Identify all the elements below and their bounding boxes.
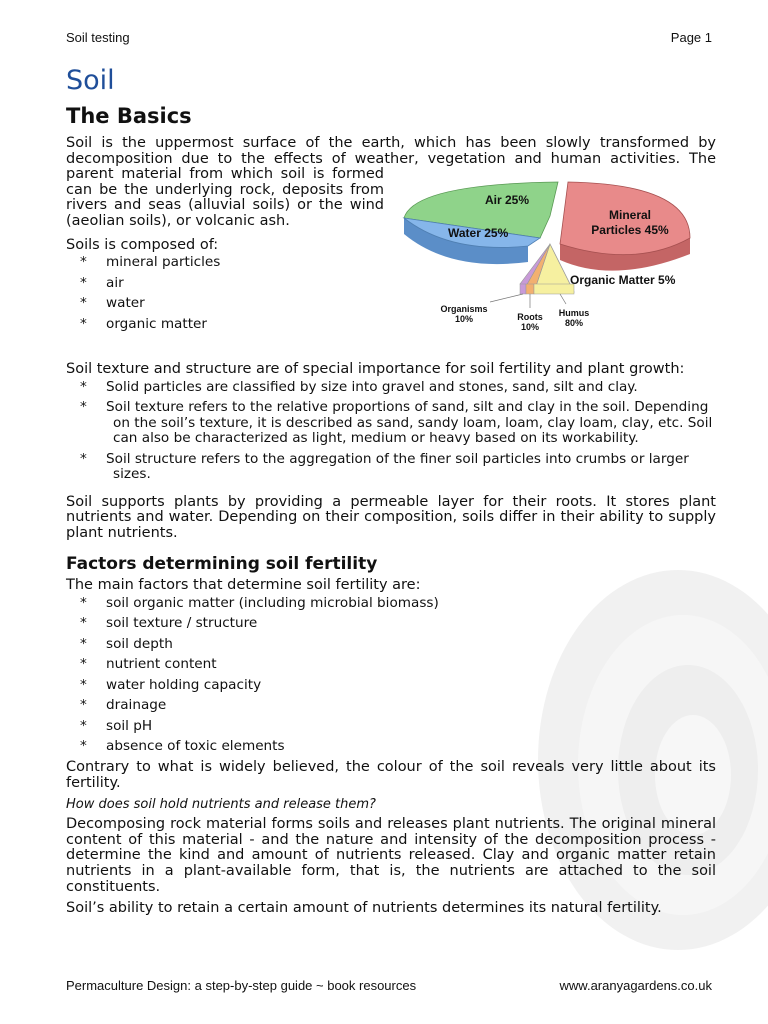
label-mineral-1: Mineral <box>608 208 652 222</box>
page-footer <box>66 978 712 993</box>
label-organisms: Organisms <box>440 304 488 314</box>
decomposition-paragraph: Decomposing rock material forms soils and releases plant nutrients. The original mineral content of this material - and the nature and intensity of the decomposition process - determine the kind and amount of nutrients released. Clay and organic matter retain nutrients in a plant-available form, that is, the nutrients are attached to the soil constituents. <box>66 816 716 895</box>
list-item: * water <box>66 296 716 312</box>
list-item: * drainage <box>66 698 716 714</box>
label-roots: Roots <box>517 312 543 322</box>
intro-paragraph: Soil is the uppermost surface of the earth, which has been slowly transformed by decomposition due to the effects of weather, vegetation and human activities. The parent material from which soil is formed can be the underlying rock, deposits from rivers and seas (alluvial soils) or the wind (aeolian soils), or volcanic ash. <box>66 135 716 229</box>
label-organisms-value: 10% <box>454 314 474 324</box>
supports-paragraph: Soil supports plants by providing a permeable layer for their roots. It stores plant nutrients and water. Depending on their composition, soils differ in their ability to supply plant nutrients. <box>66 493 716 541</box>
list-item: * soil organic matter (including microbial biomass) <box>66 596 716 612</box>
list-item: * absence of toxic elements <box>66 739 716 755</box>
page-header <box>66 30 712 45</box>
colour-paragraph: Contrary to what is widely believed, the colour of the soil reveals very little about its fertility. <box>66 758 716 791</box>
list-item: * Soil structure refers to the aggregation of the finer soil particles into crumbs or larger sizes. <box>66 452 716 483</box>
label-mineral-2: Particles 45% <box>591 223 669 237</box>
label-humus: Humus <box>558 308 590 318</box>
section-title-factors: Factors determining soil fertility <box>66 554 378 575</box>
factors-list <box>66 596 716 755</box>
composed-heading: Soils is composed of: <box>66 236 219 253</box>
list-item: * Soil texture refers to the relative proportions of sand, silt and clay in the soil. Depending on the soil’s texture, it is described as sand, sandy loam, loam, clay loam, clay, etc. Soil can also be characterized as light, medium or heavy based on its workability. <box>66 400 716 447</box>
texture-list <box>66 380 716 483</box>
label-water: Water 25% <box>448 226 509 240</box>
list-item: * soil depth <box>66 637 716 653</box>
label-humus-value: 80% <box>564 318 584 328</box>
page-title: Soil <box>66 65 115 96</box>
section-title-basics: The Basics <box>66 104 192 128</box>
list-item: * nutrient content <box>66 657 716 673</box>
page-number: Page 1 <box>670 30 712 45</box>
list-item: * mineral particles <box>66 255 716 271</box>
header-title: Soil testing <box>66 30 130 45</box>
footer-website-link[interactable]: www.aranyagardens.co.uk <box>559 978 712 993</box>
texture-intro: Soil texture and structure are of special importance for soil fertility and plant growth: <box>66 361 685 377</box>
list-item: * air <box>66 276 716 292</box>
label-roots-value: 10% <box>520 322 540 332</box>
list-item: * soil texture / structure <box>66 616 716 632</box>
list-item: * organic matter <box>66 317 716 333</box>
label-air: Air 25% <box>485 193 530 207</box>
list-item: * Solid particles are classified by size into gravel and stones, sand, silt and clay. <box>66 380 716 396</box>
main-content <box>66 64 716 917</box>
list-item: * water holding capacity <box>66 678 716 694</box>
label-organic-matter: Organic Matter 5% <box>570 273 676 287</box>
retain-paragraph: Soil’s ability to retain a certain amount of nutrients determines its natural fertility. <box>66 900 662 917</box>
list-item: * soil pH <box>66 719 716 735</box>
nutrients-question: How does soil hold nutrients and release them? <box>66 797 376 813</box>
factors-intro: The main factors that determine soil fertility are: <box>66 577 421 594</box>
footer-book-title: Permaculture Design: a step-by-step guide ~ book resources <box>66 978 417 993</box>
